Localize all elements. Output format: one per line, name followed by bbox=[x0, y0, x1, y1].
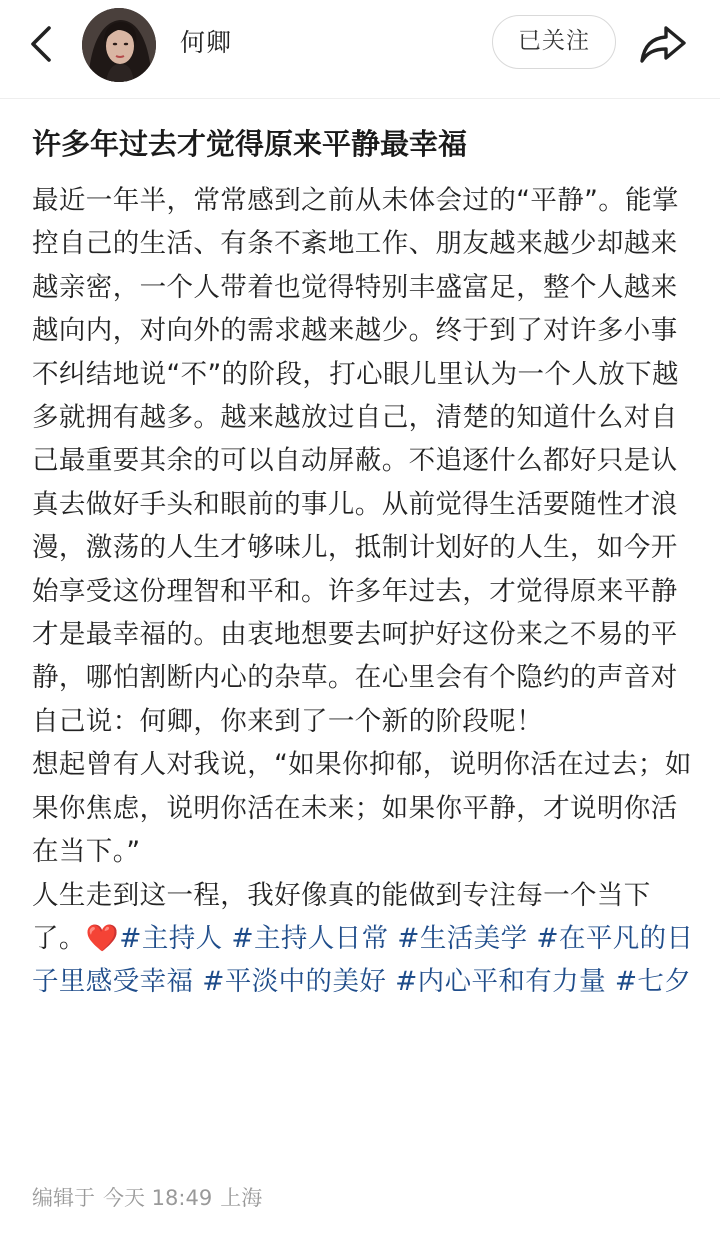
post-meta bbox=[32, 1182, 262, 1214]
post-time: 今天 18:49 bbox=[103, 1186, 213, 1210]
post-location: 上海 bbox=[220, 1186, 263, 1210]
author-avatar-image bbox=[82, 8, 156, 82]
header-divider bbox=[0, 98, 720, 99]
post-paragraph: 想起曾有人对我说，“如果你抑郁，说明你活在过去；如果你焦虑，说明你活在未来；如果你平静，才说明你活在当下。” bbox=[32, 749, 692, 868]
back-button[interactable] bbox=[22, 22, 62, 66]
share-arrow-icon bbox=[638, 22, 688, 66]
hashtag-link[interactable]: #内心平和有力量 bbox=[395, 966, 606, 998]
heart-icon: ❤️ bbox=[85, 922, 120, 954]
post-body bbox=[32, 179, 696, 1004]
edited-label: 编辑于 bbox=[32, 1186, 95, 1210]
author-name[interactable]: 何卿 bbox=[180, 28, 233, 57]
post-final-text: 人生走到这一程，我好像真的能做到专注每一个当下了。 bbox=[32, 879, 651, 954]
hashtag-link[interactable]: #主持人 bbox=[119, 922, 223, 954]
post-title: 许多年过去才觉得原来平静最幸福 bbox=[32, 127, 468, 161]
hashtag-link[interactable]: #七夕 bbox=[614, 966, 692, 998]
top-bar bbox=[0, 0, 720, 90]
follow-button[interactable]: 已关注 bbox=[492, 15, 616, 69]
hashtag-link[interactable]: #主持人日常 bbox=[231, 922, 389, 954]
hashtag-link[interactable]: #平淡中的美好 bbox=[202, 966, 387, 998]
avatar[interactable] bbox=[82, 8, 156, 82]
post-paragraph: 最近一年半，常常感到之前从未体会过的“平静”。能掌控自己的生活、有条不紊地工作、朋友越来越少却越来越亲密，一个人带着也觉得特别丰盛富足，整个人越来越向内，对向外的需求越来越少。终于到了对许多小事不纠结地说“不”的阶段，打心眼儿里认为一个人放下越多就拥有越多。越来越放过自己，清楚的知道什么对自己最重要其余的可以自动屏蔽。不追逐什么都好只是认真去做好手头和眼前的事儿。从前觉得生活要随性才浪漫，激荡的人生才够味儿，抵制计划好的人生，如今开始享受这份理智和平和。许多年过去，才觉得原来平静才是最幸福的。由衷地想要去呵护好这份来之不易的平静，哪怕割断内心的杂草。在心里会有个隐约的声音对自己说：何卿，你来到了一个新的阶段呢！ bbox=[32, 185, 679, 737]
hashtag-link[interactable]: #在平凡的日子里感受幸福 bbox=[32, 922, 694, 998]
share-button[interactable] bbox=[638, 22, 688, 66]
chevron-left-icon bbox=[22, 22, 62, 66]
post-final-paragraph bbox=[32, 874, 696, 1004]
hashtag-link[interactable]: #生活美学 bbox=[397, 922, 528, 954]
